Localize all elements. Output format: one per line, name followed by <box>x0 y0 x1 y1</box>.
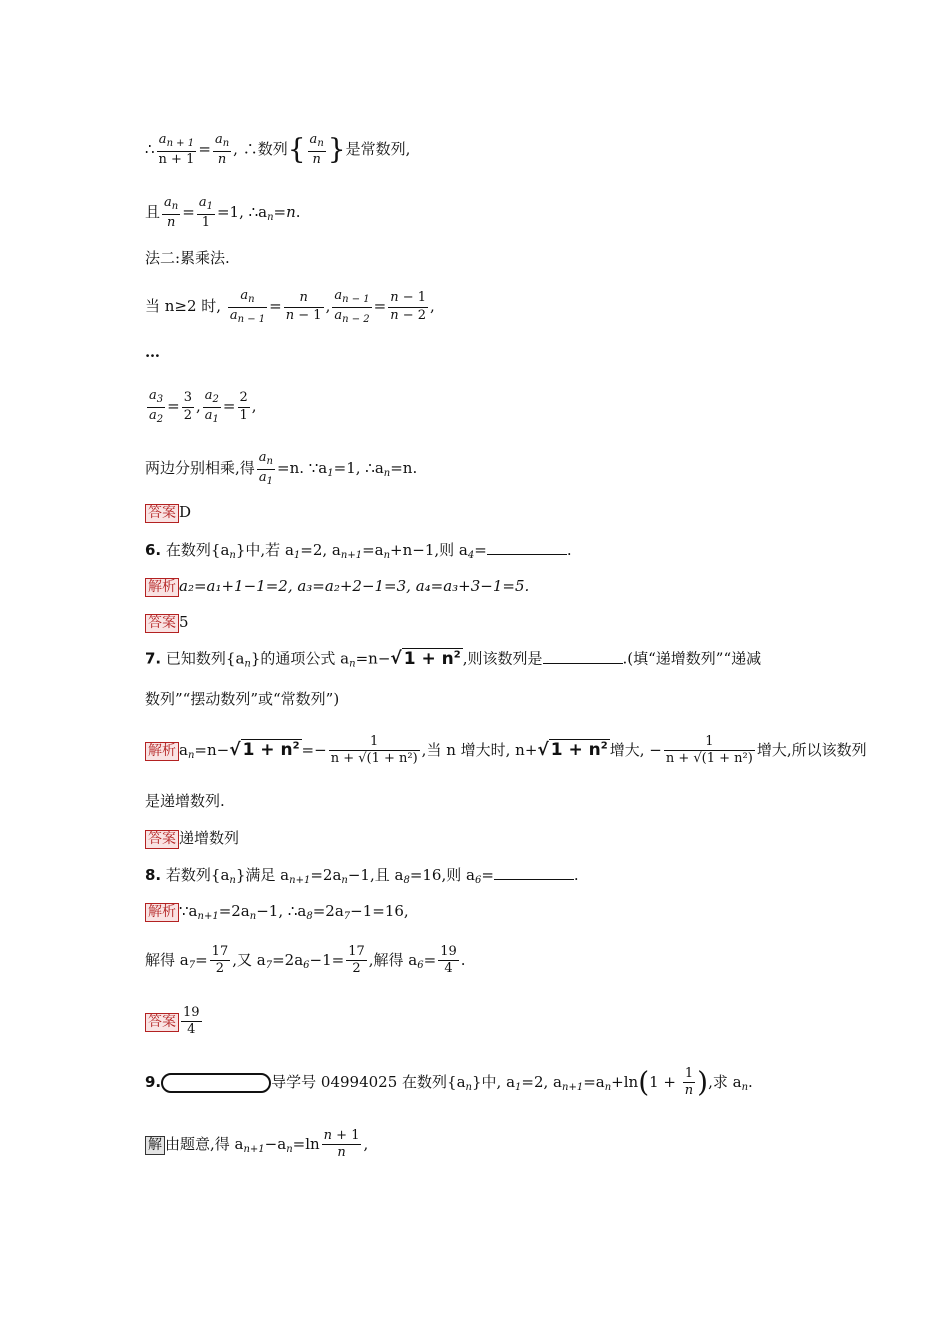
question-number: 7. <box>145 649 162 668</box>
fraction: $\frac{19}{4}$ <box>183 1005 200 1038</box>
fraction: $\frac{a_n}{n}$ <box>309 132 324 167</box>
text: = <box>423 950 437 969</box>
fraction: $\frac{a_{n + 1}}{n + 1}$ <box>158 132 195 167</box>
fraction: $\frac{a_n}{a_{n - 1}}$ <box>229 288 266 325</box>
text: =2a <box>272 950 304 969</box>
text: }中, a <box>472 1072 516 1091</box>
fraction: $\frac{a_n}{n}$ <box>164 195 179 230</box>
ellipsis: … <box>145 343 160 361</box>
analysis-7: 解析 $a_n=n-√$ $1 + n^2$ =− $\frac{1}{\text{n + √(1 + n²)}}$ ,当 n 增大时, n+√ $1 + n^2$ 增大, − $\frac{1}{\text{n + √(1 + n²)}}$ 增大,所以该数列 <box>145 734 867 768</box>
text: =1, ∴a <box>216 202 268 221</box>
solution-badge: 解 <box>145 1136 165 1155</box>
fraction: $\frac{1}{\text{n + √(1 + n²)}}$ <box>330 734 418 767</box>
answer-badge: 答案 <box>145 504 179 523</box>
answer-badge: 答案 <box>145 1013 179 1032</box>
fraction: $\frac{n}{n - 1}$ <box>285 290 322 323</box>
text: 两边分别相乘,得 <box>145 459 255 477</box>
fraction: $\frac{a_2}{a_1}$ <box>204 388 219 425</box>
text: ,解得 a <box>368 950 418 969</box>
text: =2a <box>218 902 250 920</box>
sqrt-expression: √ $1 + n^2$ <box>229 739 300 760</box>
answer-value: 5 <box>179 613 189 631</box>
text: =n− <box>194 740 230 759</box>
text: −1,且 a <box>347 866 404 884</box>
text: a₂=a₁+1−1=2, a₃=a₂+2−1=3, a₄=a₃+3−1=5. <box>179 577 530 595</box>
fraction: $\frac{17}{2}$ <box>211 944 229 977</box>
analysis-6 <box>145 578 529 597</box>
fraction: $\frac{1}{\text{n + √(1 + n²)}}$ <box>665 734 753 767</box>
text: 若数列{a <box>165 866 230 884</box>
text: 在数列{a <box>402 1072 466 1091</box>
analysis-8: 解析 $\because a_{n+1}=2a_n-1$, $\therefore a_8=2a_7-1=16$, <box>145 903 409 922</box>
answer-badge: 答案 <box>145 830 179 849</box>
text: 解得 a <box>145 950 189 969</box>
fraction: $\frac{19}{4}$ <box>440 944 457 977</box>
fraction: $\frac{a_{n - 1}}{a_{n - 2}}$ <box>334 288 370 325</box>
text: =2a <box>312 902 344 920</box>
text: −1, ∴a <box>256 902 307 920</box>
text: 增大,所以该数列 <box>756 740 867 759</box>
text: +ln <box>611 1072 639 1091</box>
fraction: $\frac{n - 1}{n - 2}$ <box>390 290 427 323</box>
text: ,则该数列是 <box>462 649 543 668</box>
text: = <box>195 950 208 969</box>
text: 且 <box>145 202 161 221</box>
solution-line-multiply: 两边分别相乘,得 $\frac{a_n}{a_1}$ =n. $\because a_1=1$, $\therefore a_n=n$. <box>145 450 418 487</box>
fraction: $\frac{2}{1}$ <box>239 390 248 423</box>
answer-blank[interactable] <box>543 651 623 664</box>
text: a <box>179 740 188 759</box>
question-8: 8. 若数列$\{a_n\}$满足 $a_{n+1}=2a_n-1$,且 $a_8=16$,则 $a_6=$ . <box>145 866 579 886</box>
answer-5 <box>145 504 191 523</box>
solution-line-base-ratios: $\frac{a_3}{a_2}$ = $\frac{3}{2}$ , $\frac{a_2}{a_1}$ = $\frac{2}{1}$ , <box>149 388 257 425</box>
guide-number-pill[interactable] <box>161 1073 271 1093</box>
text: =a <box>362 541 384 559</box>
answer-value: D <box>179 503 192 521</box>
guide-number: 导学号 04994025 <box>271 1072 398 1091</box>
solution-9: 解 由题意,得 $a_{n+1}-a_n=\ln$ $\frac{n + 1}{n}$ , <box>145 1128 368 1162</box>
answer-6 <box>145 614 189 633</box>
text: +n−1,则 a <box>390 541 468 559</box>
answer-8 <box>145 1005 204 1039</box>
question-6: 6. 在数列$\{a_n\}$中,若 $a_1=2$, $a_{n+1}=a_n+n-1$,则 $a_4=$ . <box>145 541 572 561</box>
text: =2, a <box>521 1072 562 1091</box>
analysis-7-continued: 是递增数列. <box>145 792 225 810</box>
text: 已知数列{a <box>165 649 245 668</box>
question-number: 9. <box>145 1072 162 1091</box>
text: =a <box>583 1072 605 1091</box>
text: }满足 a <box>235 866 290 884</box>
text: 是常数列, <box>345 139 411 158</box>
fraction: $\frac{a_3}{a_2}$ <box>149 388 164 425</box>
text: =n. <box>390 459 418 477</box>
text: ,当 n 增大时, n+ <box>421 740 538 759</box>
text: ,求 a <box>708 1072 742 1091</box>
text: =n− <box>355 649 391 668</box>
text: =1, ∴a <box>333 459 384 477</box>
text: }中,若 a <box>235 541 294 559</box>
fraction: $\frac{17}{2}$ <box>348 944 365 977</box>
text: −1=16, <box>350 902 409 920</box>
text: −1= <box>309 950 345 969</box>
sqrt-expression: √ $1 + n^2$ <box>390 648 461 669</box>
answer-blank[interactable] <box>487 542 567 555</box>
fraction: $\frac{1}{n}$ <box>684 1066 694 1099</box>
text: }的通项公式 a <box>250 649 350 668</box>
text: =n. ∵a <box>277 459 328 477</box>
question-9: 9. 导学号 04994025 在数列$\{a_n\}$中, $a_1=2$, $a_{n+1}=a_n+\ln(1$ + $\frac{1}{n}$ ),求 $a_n$. <box>145 1065 753 1099</box>
text: = <box>474 541 487 559</box>
text: =− <box>301 740 327 759</box>
fraction: $\frac{n + 1}{n}$ <box>323 1128 360 1161</box>
question-7: 7. 已知数列$\{a_n\}$的通项公式 $a_n=n-√$ $1 + n^2$ ,则该数列是 .(填“递增数列”“递减 <box>145 648 762 670</box>
text: 由题意,得 a <box>165 1134 244 1153</box>
answer-badge: 答案 <box>145 614 179 633</box>
analysis-8-continued: 解得 $a_7=$ $\frac{17}{2}$ ,又 $a_7=2a_6-1=$ $\frac{17}{2}$ ,解得 $a_6=$ $\frac{19}{4}$ . <box>145 944 466 977</box>
question-number: 8. <box>145 866 162 884</box>
analysis-badge: 解析 <box>145 742 179 761</box>
answer-blank[interactable] <box>494 867 574 880</box>
answer-7 <box>145 830 239 849</box>
fraction: $\frac{a_n}{n}$ <box>214 132 230 167</box>
method-two-title: 法二:累乘法. <box>145 249 230 267</box>
text: =16,则 a <box>409 866 475 884</box>
fraction: $\frac{a_n}{a_1}$ <box>258 450 273 487</box>
text: 增大, − <box>609 740 662 759</box>
text: −a <box>264 1134 287 1153</box>
text: =2, a <box>300 541 341 559</box>
text: .(填“递增数列”“递减 <box>622 649 762 668</box>
text: ∴数列 <box>242 139 288 158</box>
text: 在数列{a <box>165 541 230 559</box>
text: =ln <box>292 1134 320 1153</box>
sqrt-expression: √ $1 + n^2$ <box>537 739 608 760</box>
text: 当 n≥2 时, <box>145 297 222 315</box>
text: =2a <box>310 866 342 884</box>
solution-line-result: 且 $\frac{a_n}{n}$ = $\frac{a_1}{1}$ =1, $\therefore a_n=n$. <box>145 195 301 230</box>
text: ,又 a <box>232 950 266 969</box>
analysis-badge: 解析 <box>145 578 179 597</box>
question-number: 6. <box>145 541 162 559</box>
analysis-badge: 解析 <box>145 903 179 922</box>
fraction: $\frac{a_1}{1}$ <box>198 195 213 230</box>
text: ∵a <box>179 902 198 920</box>
question-7-continued: 数列”“摆动数列”或“常数列”) <box>145 690 340 708</box>
solution-line-ratio: 当 n≥2 时, $\frac{a_n}{a_{n - 1}}$ = $\frac{n}{n - 1}$ , $\frac{a_{n - 1}}{a_{n - 2}}$ = $\frac{n - 1}{n - 2}$ , <box>145 288 435 325</box>
solution-line-constant-sequence: ∴ $\frac{a_{n + 1}}{n + 1}$ = $\frac{a_n}{n}$ , ∴数列{ $\frac{a_n}{n}$ }是常数列, <box>145 132 411 167</box>
text: = <box>481 866 494 884</box>
fraction: $\frac{3}{2}$ <box>183 390 192 423</box>
answer-value: 递增数列 <box>179 829 240 847</box>
